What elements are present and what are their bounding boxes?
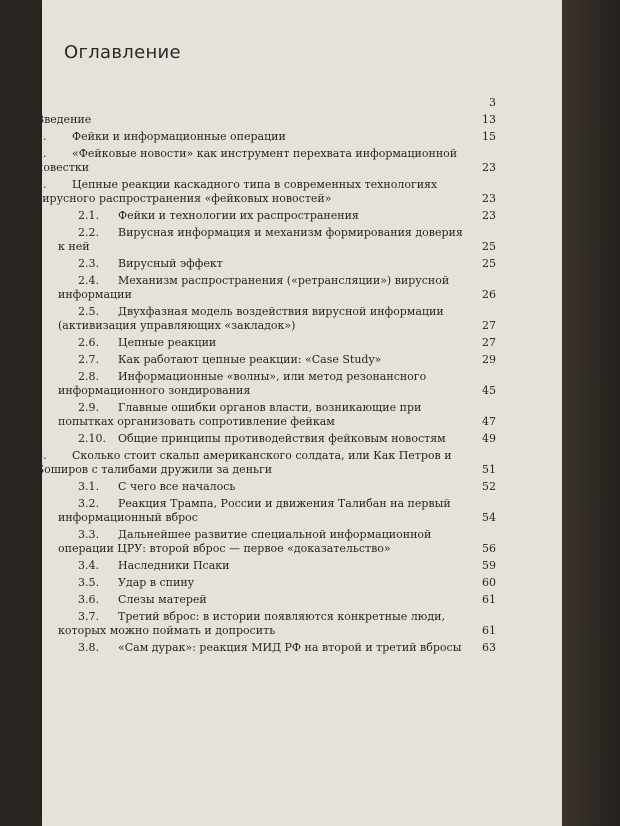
toc-entry-text bbox=[36, 528, 496, 556]
toc-entry bbox=[36, 209, 496, 223]
toc-entry-page-number: 26 bbox=[482, 288, 496, 301]
toc-entry-page-number: 61 bbox=[482, 593, 496, 606]
toc-entry-title: Главные ошибки органов власти, возникающие при попытках организовать сопротивление фейкам bbox=[58, 401, 422, 428]
toc-entry-text bbox=[36, 274, 496, 302]
toc-entry-text bbox=[36, 480, 496, 494]
toc-entry-number: 1. bbox=[36, 147, 47, 160]
toc-entry-number: 2.4. bbox=[78, 274, 99, 287]
toc-entry-page-number: 54 bbox=[482, 511, 496, 524]
toc-entry-page-number: 60 bbox=[482, 576, 496, 589]
toc-entry-title: Наследники Псаки bbox=[118, 559, 230, 572]
toc-entry-text bbox=[36, 353, 496, 367]
toc-entry-number: 3. bbox=[36, 449, 47, 462]
toc-entry-page-number: 25 bbox=[482, 240, 496, 253]
toc-entry-number: 3.7. bbox=[78, 610, 99, 623]
toc-entry bbox=[36, 528, 496, 556]
toc-entry-title: Механизм распространения («ретрансляции») вирусной информации bbox=[58, 274, 450, 301]
toc-entry-page-number: 45 bbox=[482, 384, 496, 397]
toc-entry-text bbox=[36, 576, 496, 590]
toc-entry-page-number: 23 bbox=[482, 192, 496, 205]
toc-entry-text bbox=[36, 305, 496, 333]
page-title: Оглавление bbox=[64, 42, 181, 63]
toc-entry-title: Цепные реакции каскадного типа в современных технологиях вирусного распространения «фейковых новостей» bbox=[36, 178, 438, 205]
toc-entry bbox=[36, 305, 496, 333]
toc-entry-page-number: 27 bbox=[482, 336, 496, 349]
toc-entry bbox=[36, 449, 496, 477]
toc-entry bbox=[36, 497, 496, 525]
toc-entry bbox=[36, 257, 496, 271]
toc-entry-text bbox=[36, 257, 496, 271]
toc-entry-number: 2.10. bbox=[78, 432, 106, 445]
toc-entry-title: Введение bbox=[36, 113, 92, 126]
toc-entry bbox=[36, 130, 496, 144]
toc-entry bbox=[36, 480, 496, 494]
toc-entry-text bbox=[36, 209, 496, 223]
toc-entry-page-number: 27 bbox=[482, 319, 496, 332]
toc-entry-page-number: 51 bbox=[482, 463, 496, 476]
toc-entry-text bbox=[36, 449, 496, 477]
toc-entry-number: 2.8. bbox=[78, 370, 99, 383]
toc-entry-page-number: 13 bbox=[482, 113, 496, 126]
toc-entry-title: Дальнейшее развитие специальной информационной операции ЦРУ: второй вброс — первое «доказательство» bbox=[58, 528, 432, 555]
toc-entry bbox=[36, 147, 496, 175]
toc-entry-title: С чего все началось bbox=[118, 480, 236, 493]
toc-entry-text bbox=[36, 130, 496, 144]
toc-entry-title: Двухфазная модель воздействия вирусной информации (активизация управляющих «закладок») bbox=[58, 305, 444, 332]
toc-entry-text bbox=[36, 401, 496, 429]
toc-entry bbox=[36, 113, 496, 127]
toc-entry-text bbox=[36, 497, 496, 525]
toc-entry-title: Слезы матерей bbox=[118, 593, 207, 606]
toc-entry-text bbox=[36, 178, 496, 206]
toc-entry bbox=[36, 641, 496, 655]
toc-entry bbox=[36, 610, 496, 638]
toc-entry-page-number: 23 bbox=[482, 161, 496, 174]
toc-entry bbox=[36, 401, 496, 429]
toc-entry-number: 3.1. bbox=[78, 480, 99, 493]
toc-entry-page-number: 59 bbox=[482, 559, 496, 572]
toc-entry-title: Сколько стоит скальп американского солдата, или Как Петров и Боширов с талибами дружили за деньги bbox=[36, 449, 452, 476]
toc-entry-page-number: 29 bbox=[482, 353, 496, 366]
toc-entry bbox=[36, 576, 496, 590]
toc-entry-number: 3.3. bbox=[78, 528, 99, 541]
toc-entry bbox=[36, 336, 496, 350]
toc-entry-title: «Сам дурак»: реакция МИД РФ на второй и третий вбросы bbox=[118, 641, 462, 654]
toc-entry-text bbox=[36, 226, 496, 254]
toc-entry-page-number: 23 bbox=[482, 209, 496, 222]
toc-entry-page-number: 15 bbox=[482, 130, 496, 143]
toc-entry-text bbox=[36, 113, 496, 127]
toc-entry-number: 3.4. bbox=[78, 559, 99, 572]
toc-entry bbox=[36, 353, 496, 367]
toc-entry-number: 3.6. bbox=[78, 593, 99, 606]
toc-entry-number: 3.8. bbox=[78, 641, 99, 654]
toc-entry-number: 3.2. bbox=[78, 497, 99, 510]
toc-entry bbox=[36, 370, 496, 398]
toc-entry-page-number: 61 bbox=[482, 624, 496, 637]
toc-entry-number: 2.5. bbox=[78, 305, 99, 318]
toc-entry bbox=[36, 432, 496, 446]
toc-entry-title: Удар в спину bbox=[118, 576, 195, 589]
toc-entry-title: Вирусная информация и механизм формирования доверия к ней bbox=[58, 226, 463, 253]
toc-entry-number: 1. bbox=[36, 130, 47, 143]
toc-entry-number: 2.7. bbox=[78, 353, 99, 366]
toc-entry-text bbox=[36, 432, 496, 446]
toc-entry-title: Третий вброс: в истории появляются конкретные люди, которых можно поймать и допросить bbox=[58, 610, 445, 637]
toc-entry bbox=[36, 559, 496, 573]
toc-entry-text bbox=[36, 336, 496, 350]
toc-entry-page-number: 63 bbox=[482, 641, 496, 654]
background-edge bbox=[562, 0, 620, 826]
toc-entry-number: 2.2. bbox=[78, 226, 99, 239]
toc-entry-page-number: 49 bbox=[482, 432, 496, 445]
toc-entry-number: 2.6. bbox=[78, 336, 99, 349]
toc-entry-number: 2.1. bbox=[78, 209, 99, 222]
toc-entry-title: «Фейковые новости» как инструмент перехвата информационной повестки bbox=[36, 147, 458, 174]
toc-entry-page-number: 3 bbox=[489, 96, 496, 109]
toc-entry-title: Фейки и технологии их распространения bbox=[118, 209, 359, 222]
toc-entry-text bbox=[36, 610, 496, 638]
toc-entry-text bbox=[36, 641, 496, 655]
toc-entry-number: 3.5. bbox=[78, 576, 99, 589]
toc-entry-number: 2.3. bbox=[78, 257, 99, 270]
toc-entry-title: Информационные «волны», или метод резонансного информационного зондирования bbox=[58, 370, 427, 397]
toc-entry bbox=[36, 178, 496, 206]
toc-entry-text bbox=[36, 147, 496, 175]
toc-entry-text bbox=[36, 559, 496, 573]
toc-entry bbox=[36, 274, 496, 302]
toc-entry-page-number: 56 bbox=[482, 542, 496, 555]
toc-entry-title: Вирусный эффект bbox=[118, 257, 223, 270]
toc-entry-number: 2. bbox=[36, 178, 47, 191]
toc-entry-title: Цепные реакции bbox=[118, 336, 217, 349]
toc-entry bbox=[36, 226, 496, 254]
toc-entry-page-number: 47 bbox=[482, 415, 496, 428]
toc-entry-text bbox=[36, 370, 496, 398]
toc-entry-text bbox=[36, 593, 496, 607]
toc-entry-title: Как работают цепные реакции: «Case Study» bbox=[118, 353, 382, 366]
toc-entry-title: Реакция Трампа, России и движения Талибан на первый информационный вброс bbox=[58, 497, 451, 524]
toc-entry bbox=[36, 593, 496, 607]
table-of-contents bbox=[36, 96, 496, 658]
toc-entry-page-number: 52 bbox=[482, 480, 496, 493]
toc-entry-page-number: 25 bbox=[482, 257, 496, 270]
toc-entry-title: Общие принципы противодействия фейковым новостям bbox=[118, 432, 446, 445]
toc-entry-number: 2.9. bbox=[78, 401, 99, 414]
toc-entry-title: Фейки и информационные операции bbox=[72, 130, 286, 143]
